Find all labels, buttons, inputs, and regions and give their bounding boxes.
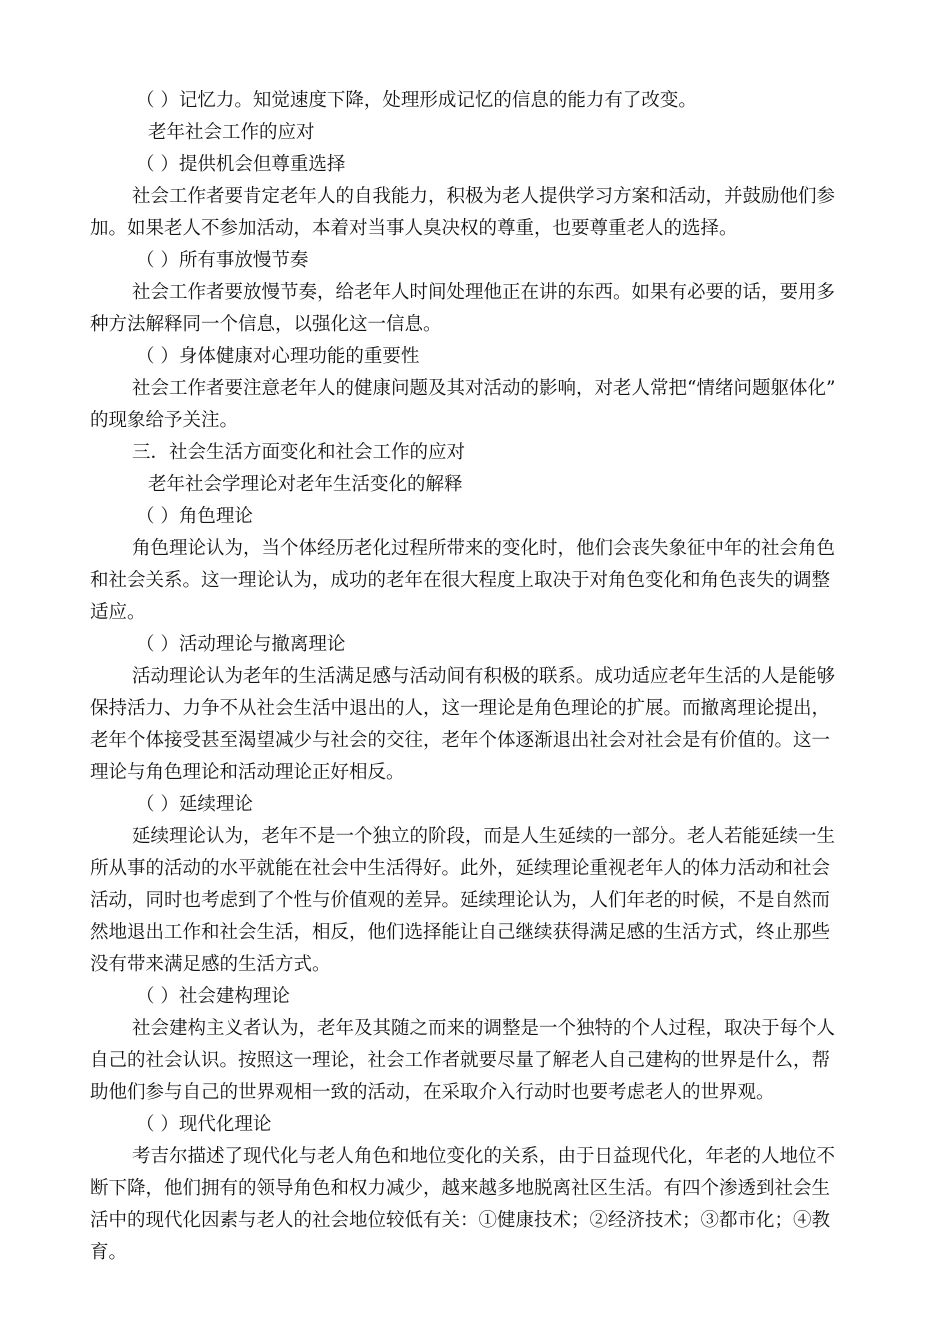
text-line: 延续理论认为，老年不是一个独立的阶段，而是人生延续的一部分。老人若能延续一生 (132, 826, 836, 847)
text-line: 加。如果老人不参加活动，本着对当事人臭决权的尊重，也要尊重老人的选择。 (90, 218, 738, 239)
subheading: （ ）所有事放慢节奏 (136, 250, 309, 271)
text-line: 和社会关系。这一理论认为，成功的老年在很大程度上取决于对角色变化和角色丧失的调整 (90, 570, 831, 591)
text-line: 老年个体接受甚至渴望减少与社会的交往，老年个体逐渐退出社会对社会是有价值的。这一 (90, 730, 831, 751)
subheading: （ ）角色理论 (136, 506, 253, 527)
text-line: 种方法解释同一个信息，以强化这一信息。 (90, 314, 442, 335)
text-line: 没有带来满足感的生活方式。 (90, 954, 331, 975)
text-line: 活动，同时也考虑到了个性与价值观的差异。延续理论认为，人们年老的时候，不是自然而 (90, 890, 831, 911)
text-line: 社会工作者要放慢节奏，给老年人时间处理他正在讲的东西。如果有必要的话，要用多 (132, 282, 836, 303)
text-line: 所从事的活动的水平就能在社会中生活得好。此外，延续理论重视老年人的体力活动和社会 (90, 858, 831, 879)
text-line: 断下降，他们拥有的领导角色和权力减少，越来越多地脱离社区生活。有四个渗透到社会生 (90, 1178, 831, 1199)
text-line: 考吉尔描述了现代化与老人角色和地位变化的关系，由于日益现代化，年老的人地位不 (132, 1146, 836, 1167)
subheading: （ ）社会建构理论 (136, 986, 290, 1007)
text-line: （ ）记忆力。知觉速度下降，处理形成记忆的信息的能力有了改变。 (136, 90, 697, 111)
section-heading: 老年社会学理论对老年生活变化的解释 (148, 474, 463, 495)
text-line: 育。 (90, 1242, 128, 1263)
text-line: 的现象给予关注。 (90, 410, 239, 431)
subheading: （ ）现代化理论 (136, 1114, 272, 1135)
subheading: （ ）活动理论与撤离理论 (136, 634, 346, 655)
text-line: 社会工作者要注意老年人的健康问题及其对活动的影响，对老人常把“情绪问题躯体化” (132, 378, 836, 399)
text-line: 活中的现代化因素与老人的社会地位较低有关：①健康技术；②经济技术；③都市化；④教 (90, 1210, 831, 1231)
subheading: （ ）身体健康对心理功能的重要性 (136, 346, 420, 367)
text-line: 然地退出工作和社会生活，相反，他们选择能让自己继续获得满足感的生活方式，终止那些 (90, 922, 831, 943)
section-heading: 老年社会工作的应对 (148, 122, 315, 143)
text-line: 社会工作者要肯定老年人的自我能力，积极为老人提供学习方案和活动，并鼓励他们参 (132, 186, 836, 207)
section-heading: 三．社会生活方面变化和社会工作的应对 (132, 442, 466, 463)
text-line: 角色理论认为，当个体经历老化过程所带来的变化时，他们会丧失象征中年的社会角色 (132, 538, 836, 559)
subheading: （ ）提供机会但尊重选择 (136, 154, 346, 175)
text-line: 适应。 (90, 602, 146, 623)
text-line: 社会建构主义者认为，老年及其随之而来的调整是一个独特的个人过程，取决于每个人 (132, 1018, 836, 1039)
text-line: 自己的社会认识。按照这一理论，社会工作者就要尽量了解老人自己建构的世界是什么，帮 (90, 1050, 831, 1071)
text-line: 保持活力、力争不从社会生活中退出的人，这一理论是角色理论的扩展。而撤离理论提出， (90, 698, 831, 719)
subheading: （ ）延续理论 (136, 794, 253, 815)
text-line: 理论与角色理论和活动理论正好相反。 (90, 762, 405, 783)
text-line: 助他们参与自己的世界观相一致的活动，在采取介入行动时也要考虑老人的世界观。 (90, 1082, 775, 1103)
text-line: 活动理论认为老年的生活满足感与活动间有积极的联系。成功适应老年生活的人是能够 (132, 666, 836, 687)
